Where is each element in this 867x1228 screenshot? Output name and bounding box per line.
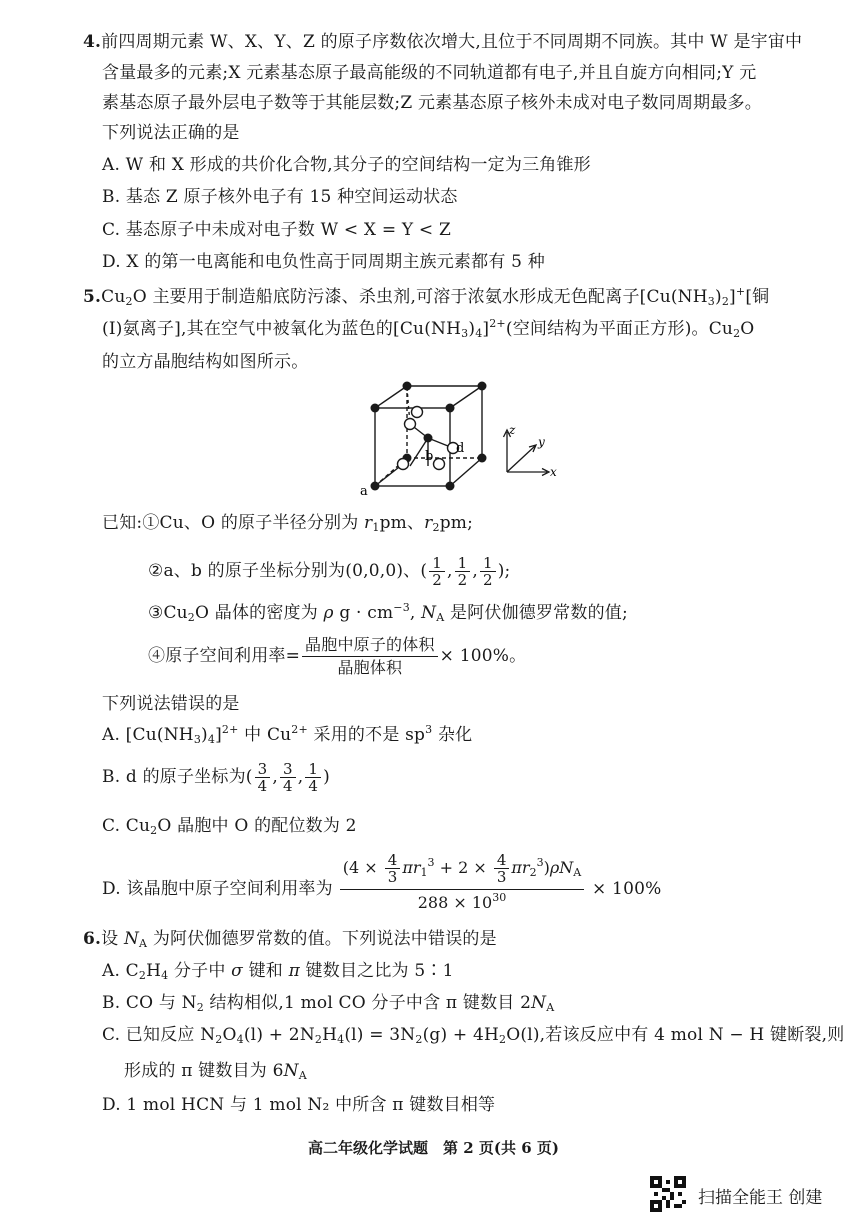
utilization-numerator: 晶胞中原子的体积	[302, 634, 438, 657]
q5-stem-line-2: (Ⅰ)氨离子],其在空气中被氧化为蓝色的$[Cu(NH_3)_4]^{2+}$(空间结构为平面正方形)。$Cu_2O$	[102, 317, 755, 340]
q4-option-b: B. 基态 Z 原子核外电子有 15 种空间运动状态	[102, 187, 458, 207]
q4-ask: 下列说法正确的是	[102, 123, 240, 143]
q5-known-2: ②a、b 的原子坐标分别为(0,0,0)、( $\frac{1}{2}$ , $\frac{1}{2}$ , $\frac{1}{2}$ );	[148, 554, 511, 589]
scan-watermark	[650, 1170, 860, 1218]
atom-label-a: a	[360, 484, 368, 499]
scan-watermark-text: 扫描全能王 创建	[698, 1188, 823, 1208]
axis-x-label: x	[550, 465, 557, 479]
q6-option-d: D. 1 mol HCN 与 1 mol N₂ 中所含 π 键数目相等	[102, 1095, 496, 1115]
q5-known-4: ④原子空间利用率= $\frac{\text{晶胞中原子的体积}}{\text{晶胞体积}}$ × 100%。	[148, 635, 527, 677]
q6-stem: 6.设 $N_A$ 为阿伏伽德罗常数的值。下列说法中错误的是	[83, 929, 497, 950]
atom-label-d: d	[456, 441, 465, 456]
q6-number: 6.	[83, 929, 102, 949]
axis-z-label: z	[509, 423, 516, 437]
atom-label-b: b	[425, 449, 434, 464]
fraction-bar	[340, 889, 584, 890]
q5-option-d: D. 该晶胞中原子空间利用率为 (4 × $\frac{4}{3}$ $\pi r_1^3 + 2$ × $\frac{4}{3}$ $\pi r_2^3)\rho N_A$ $288 \times 10^{30}$ × 100%	[102, 851, 662, 912]
q6-option-b: B. CO 与 $N_2$ 结构相似,1 mol CO 分子中含 π 键数目 $2N_A$	[102, 993, 555, 1014]
q4-stem-line-2: 含量最多的元素;X 元素基态原子最高能级的不同轨道都有电子,并且自旋方向相同;Y 元	[102, 63, 757, 83]
q5-option-a: A. $[Cu(NH_3)_4]^{2+}$ 中 $Cu^{2+}$ 采用的不是 $sp^3$ 杂化	[102, 723, 473, 746]
q4-option-a: A. W 和 X 形成的共价化合物,其分子的空间结构一定为三角锥形	[102, 155, 591, 175]
q6-option-c: C. 已知反应 $N_2O_4(l) + 2N_2H_4(l) = 3N_2(g) + 4H_2O(l)$,若该反应中有 4 mol N − H 键断裂,则	[102, 1025, 845, 1046]
q5-option-b: B. d 的原子坐标为( $\frac{3}{4}$ , $\frac{3}{4}$ , $\frac{1}{4}$ )	[102, 760, 330, 795]
q5-stem-line-3: 的立方晶胞结构如图所示。	[102, 352, 309, 372]
q5-stem-line-1: $5.Cu_2O$ 主要用于制造船底防污漆、杀虫剂,可溶于浓氨水形成无色配离子$[Cu(NH_3)_2]^+$[铜	[83, 285, 770, 308]
q4-option-c: C. 基态原子中未成对电子数 W < X = Y < Z	[102, 220, 451, 240]
q4-option-d: D. X 的第一电离能和电负性高于同周期主族元素都有 5 种	[102, 252, 545, 272]
q6-option-c-line-2: 形成的 π 键数目为 $6N_A$	[124, 1061, 307, 1082]
q4-stem-line-3: 素基态原子最外层电子数等于其能层数;Z 元素基态原子核外未成对电子数同周期最多。	[102, 93, 762, 113]
q5-ask: 下列说法错误的是	[102, 694, 240, 714]
utilization-formula-denominator: $288 \times 10^{30}$	[417, 891, 507, 912]
q5-known-1: 已知:①Cu、O 的原子半径分别为 $r_1pm$、$r_2pm$;	[102, 513, 474, 534]
q4-number: 4.	[83, 32, 102, 52]
q5-option-c: C. $Cu_2O$ 晶胞中 O 的配位数为 2	[102, 816, 357, 837]
q5-number: 5.	[83, 287, 102, 307]
utilization-formula-numerator: (4 × $\frac{4}{3}$ $\pi r_1^3 + 2$ × $\frac{4}{3}$ $\pi r_2^3)\rho N_A$	[342, 851, 582, 886]
utilization-denominator: 晶胞体积	[337, 658, 403, 677]
q6-option-a: A. $C_2H_4$ 分子中 σ 键和 π 键数目之比为 5∶1	[102, 961, 454, 982]
axis-y-label: y	[538, 435, 545, 449]
q5-known-3: $③Cu_2O$ 晶体的密度为 ρ $g \cdot cm^{-3}$, $N_A$ 是阿伏伽德罗常数的值;	[148, 601, 628, 624]
q4-stem-line-1: 4.前四周期元素 W、X、Y、Z 的原子序数依次增大,且位于不同周期不同族。其中 W 是宇宙中	[83, 32, 803, 52]
qr-code-icon	[650, 1176, 686, 1212]
page-footer: 高二年级化学试题 第 2 页(共 6 页)	[308, 1139, 559, 1157]
cu2o-unit-cell-diagram	[355, 378, 575, 500]
